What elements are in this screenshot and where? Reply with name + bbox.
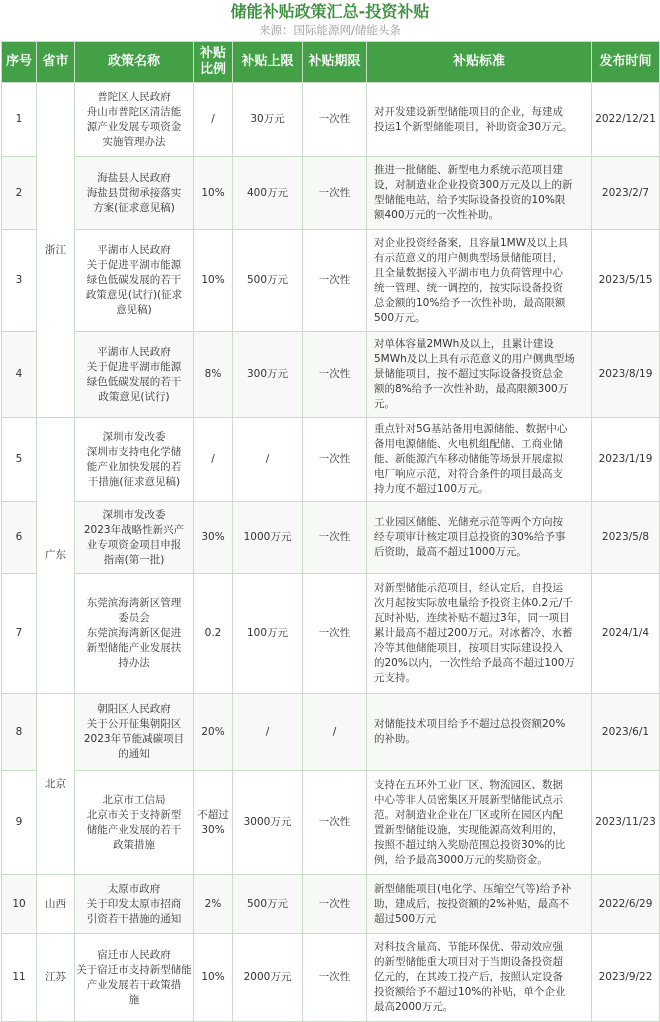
policy-line: 深圳市发改委	[102, 508, 166, 521]
standard-line: 推进一批储能、新型电力系统示范项目建	[374, 164, 563, 176]
cell-term: 一次性	[303, 332, 367, 418]
standard-line: 范。对制造业企业在厂区或所在园区内配	[374, 808, 563, 821]
cell-seq: 4	[2, 332, 37, 418]
standard-line: 累计最高不超过200万元。对冰蓄冷、水蓄	[374, 627, 573, 639]
source-note: 来源：国际能源网/储能头条	[259, 23, 401, 37]
policy-line: 平湖市人民政府	[97, 345, 171, 358]
cell-term: /	[303, 694, 367, 771]
standard-line: 中心等非人员密集区开展新型储能试点示	[374, 793, 563, 806]
cell-standard	[367, 694, 592, 771]
cell-policy	[75, 875, 194, 934]
cell-ratio	[194, 694, 233, 771]
cell-seq: 7	[2, 574, 37, 694]
col-header-ratio	[194, 42, 233, 83]
cell-province-shanxi: 山西	[37, 875, 75, 934]
standard-line: 元支持。	[374, 672, 416, 684]
cell-seq: 10	[2, 875, 37, 934]
cell-date: 2022/12/21	[592, 83, 660, 157]
table-row	[2, 771, 660, 875]
standard-line: 持力度不超过100万元。	[374, 483, 489, 495]
standard-line: 5MWh及以上具有示范意义的用户侧典型场	[374, 353, 575, 365]
col-header-ratio-line: 补贴	[199, 46, 226, 61]
cell-seq: 2	[2, 157, 37, 230]
standard-line: 能、新能源汽车移动储能等场景开展虚拟	[374, 453, 563, 465]
cell-date: 2023/1/19	[592, 418, 660, 502]
policy-line: 海盐县贯彻承接落实	[86, 186, 182, 199]
cell-standard	[367, 157, 592, 230]
cell-seq: 3	[2, 230, 37, 332]
cell-term: 一次性	[303, 418, 367, 502]
policy-line: 深圳市发改委	[102, 430, 166, 443]
policy-line: 关于公开征集朝阳区	[86, 718, 182, 730]
standard-line: 备用电源储能、火电机组配储、工商业储	[374, 438, 563, 450]
cell-term: 一次性	[303, 230, 367, 332]
cell-date: 2023/11/23	[592, 771, 660, 875]
policy-line: 新型储能产业发展扶	[86, 642, 182, 654]
standard-line: 额的8%给予一次性补助，最高限额300万	[374, 383, 569, 395]
cell-ratio	[194, 574, 233, 694]
standard-line: 工业园区储能、光储充示范等两个方向按	[374, 516, 563, 528]
cell-term: 一次性	[303, 83, 367, 157]
cell-ratio	[194, 83, 233, 157]
cell-seq: 6	[2, 502, 37, 574]
standard-line: 对单体容量2MWh及以上，且累计建设	[374, 338, 554, 350]
col-header-ratio-line: 比例	[199, 62, 226, 77]
standard-line: 后资助，最高不超过1000万元。	[374, 546, 527, 558]
policy-line: 意见稿)	[116, 304, 152, 316]
cell-standard	[367, 502, 592, 574]
cell-date: 2023/8/19	[592, 332, 660, 418]
table-row	[2, 934, 660, 1022]
policy-line: 源产业发展专项资金	[86, 120, 182, 133]
cell-ratio	[194, 230, 233, 332]
cell-cap: /	[233, 694, 303, 771]
policy-line: 干措施(征求意见稿)	[87, 475, 181, 488]
policy-line: 东莞滨海湾新区促进	[86, 627, 182, 639]
cell-term: 一次性	[303, 771, 367, 875]
table-row	[2, 694, 660, 771]
policy-line: 宿迁市人民政府	[97, 948, 171, 961]
ratio-line: /	[211, 113, 215, 125]
policy-line: 关于促进平湖市能源	[86, 259, 182, 271]
policy-line: 2023年节能减碳项目	[83, 733, 185, 745]
standard-line: 冷等其他储能项目，按项目实际建设投入	[374, 642, 563, 654]
policy-line: 平湖市人民政府	[97, 244, 171, 256]
ratio-line: /	[211, 453, 215, 465]
policy-line: 绿色低碳发展的若干	[86, 375, 182, 388]
table-row	[2, 83, 660, 157]
policy-line: 绿色低碳发展的若干	[86, 274, 182, 286]
ratio-line: 30%	[201, 823, 225, 836]
standard-line: 且全量数据接入平湖市电力负荷管理中心	[374, 266, 563, 279]
cell-date: 2023/6/1	[592, 694, 660, 771]
cell-ratio	[194, 934, 233, 1022]
cell-ratio	[194, 332, 233, 418]
cell-province-guangdong: 广东	[37, 418, 75, 694]
ratio-line: 20%	[201, 725, 225, 738]
policy-line: 北京市工信局	[102, 793, 166, 806]
cell-date: 2023/5/15	[592, 230, 660, 332]
table-row	[2, 157, 660, 230]
cell-standard	[367, 875, 592, 934]
cell-standard	[367, 574, 592, 694]
col-header-policy: 政策名称	[75, 42, 194, 83]
cell-policy	[75, 934, 194, 1022]
cell-term: 一次性	[303, 875, 367, 934]
cell-policy	[75, 332, 194, 418]
cell-province-jiangsu: 江苏	[37, 934, 75, 1022]
cell-date: 2022/6/29	[592, 875, 660, 934]
col-header-standard: 补贴标准	[367, 42, 592, 83]
table-row	[2, 332, 660, 418]
cell-date: 2023/5/8	[592, 502, 660, 574]
standard-line: 电厂响应示范，对符合条件的项目最高支	[374, 468, 563, 480]
cell-seq: 9	[2, 771, 37, 875]
policy-line: 海盐县人民政府	[97, 171, 171, 184]
policy-line: 持办法	[118, 657, 150, 669]
standard-line: 对储能技术项目给予不超过总投资额20%	[374, 718, 566, 730]
standard-line: 按照不超过纳入奖励范围总投资30%的比	[374, 838, 566, 851]
cell-cap: 500万元	[233, 230, 303, 332]
standard-line: 投资额给予不超过10%的补贴，单个企业	[374, 986, 566, 998]
standard-line: 对科技含量高、节能环保优、带动效应强	[374, 941, 563, 953]
cell-policy	[75, 157, 194, 230]
cell-cap: /	[233, 418, 303, 502]
ratio-line: 10%	[201, 186, 225, 199]
policy-line: 深圳市支持电化学储	[86, 445, 182, 458]
table-row	[2, 875, 660, 934]
policy-line: 施	[128, 993, 140, 1006]
cell-seq: 5	[2, 418, 37, 502]
ratio-line: 8%	[204, 368, 222, 380]
cell-date: 2023/2/7	[592, 157, 660, 230]
standard-line: 统一管理、统一调控的，按实际设备投资	[374, 281, 563, 294]
policy-line: 关于宿迁市支持新型储能	[76, 963, 192, 976]
standard-line: 新型储能项目(电化学、压缩空气等)给予补	[374, 882, 572, 895]
policy-line: 的通知	[118, 748, 150, 760]
table-row	[2, 502, 660, 574]
cell-term: 一次性	[303, 574, 367, 694]
standard-line: 对企业投资经备案，且容量1MW及以上具	[374, 236, 569, 249]
policy-line: 实施管理办法	[102, 135, 166, 148]
standard-line: 有示范意义的用户侧典型场景储能项目，	[374, 251, 563, 264]
cell-cap: 300万元	[233, 332, 303, 418]
cell-policy	[75, 771, 194, 875]
cell-seq: 11	[2, 934, 37, 1022]
cell-policy	[75, 502, 194, 574]
cell-term: 一次性	[303, 502, 367, 574]
standard-line: 经专项审计核定项目总投资的30%给予事	[374, 531, 566, 543]
table-row	[2, 230, 660, 332]
ratio-line: 2%	[204, 897, 222, 910]
cell-ratio	[194, 875, 233, 934]
policy-line: 2023年战略性新兴产	[83, 523, 185, 536]
cell-cap: 2000万元	[233, 934, 303, 1022]
standard-line: 次月起按实际放电量给予投资主体0.2元/千	[374, 597, 573, 609]
cell-policy	[75, 83, 194, 157]
policy-line: 能产业加快发展的若	[86, 460, 182, 473]
ratio-line: 10%	[201, 274, 225, 286]
standard-line: 最高2000万元。	[374, 1001, 454, 1013]
col-header-date: 发布时间	[592, 42, 660, 83]
col-header-term: 补贴期限	[303, 42, 367, 83]
policy-line: 产业发展若干政策措	[86, 978, 182, 991]
ratio-line: 10%	[201, 971, 225, 983]
cell-cap: 100万元	[233, 574, 303, 694]
standard-line: 投运1个新型储能项目，补助资金30万元。	[374, 120, 573, 133]
policy-table	[1, 41, 660, 1022]
cell-policy	[75, 694, 194, 771]
policy-line: 委员会	[118, 612, 150, 624]
cell-ratio	[194, 502, 233, 574]
standard-line: 支持在五环外工业厂区、物流园区、数据	[374, 778, 563, 791]
standard-line: 额400万元的一次性补助。	[374, 209, 500, 221]
cell-seq: 1	[2, 83, 37, 157]
policy-line: 引资若干措施的通知	[86, 912, 182, 925]
policy-line: 关于促进平湖市能源	[86, 360, 182, 373]
standard-line: 景储能项目，按不超过实际设备投资总金	[374, 368, 563, 380]
cell-term: 一次性	[303, 157, 367, 230]
cell-cap: 30万元	[233, 83, 303, 157]
standard-line: 设，对制造业企业投资300万元及以上的新	[374, 179, 573, 191]
standard-line: 对开发建设新型储能项目的企业，每建成	[374, 105, 563, 118]
ratio-line: 不超过	[197, 808, 229, 821]
policy-line: 普陀区人民政府	[97, 90, 171, 103]
col-header-province: 省市	[37, 42, 75, 83]
standard-line: 型储能电站，给予实际设备投资的10%限	[374, 194, 566, 206]
cell-cap: 400万元	[233, 157, 303, 230]
standard-line: 超过500万元	[374, 912, 437, 925]
cell-province-zhejiang: 浙江	[37, 83, 75, 418]
col-header-seq: 序号	[2, 42, 37, 83]
standard-line: 的补助。	[374, 733, 416, 745]
policy-line: 方案(征求意见稿)	[93, 201, 175, 214]
policy-line: 政策意见(试行)	[98, 390, 170, 403]
standard-line: 对新型储能示范项目，经认定后，自投运	[374, 582, 563, 594]
cell-standard	[367, 934, 592, 1022]
standard-line: 重点针对5G基站备用电源储能、数据中心	[374, 423, 568, 435]
cell-cap: 500万元	[233, 875, 303, 934]
standard-line: 的20%以内，一次性给予最高不超过100万	[374, 657, 575, 669]
cell-cap: 1000万元	[233, 502, 303, 574]
policy-line: 东莞滨海湾新区管理	[86, 597, 182, 609]
table-row	[2, 418, 660, 502]
policy-line: 政策措施	[113, 838, 155, 851]
cell-standard	[367, 83, 592, 157]
cell-standard	[367, 771, 592, 875]
standard-line: 总金额的10%给予一次性补助，最高限额	[374, 296, 566, 309]
standard-line: 瓦时补贴，连续补贴不超过3年，同一项目	[374, 612, 570, 624]
cell-policy	[75, 230, 194, 332]
policy-line: 业专项资金项目申报	[86, 538, 182, 551]
cell-ratio	[194, 418, 233, 502]
cell-policy	[75, 574, 194, 694]
cell-province-beijing: 北京	[37, 694, 75, 875]
cell-date: 2023/9/22	[592, 934, 660, 1022]
standard-line: 500万元。	[374, 311, 426, 324]
cell-seq: 8	[2, 694, 37, 771]
standard-line: 置新型储能设施，实现能源高效利用的，	[374, 823, 563, 836]
cell-term: 一次性	[303, 934, 367, 1022]
cell-standard	[367, 332, 592, 418]
policy-line: 北京市关于支持新型	[86, 808, 182, 821]
cell-ratio	[194, 771, 233, 875]
policy-line: 朝阳区人民政府	[97, 703, 171, 715]
cell-standard	[367, 230, 592, 332]
table-row	[2, 574, 660, 694]
policy-line: 太原市政府	[107, 882, 161, 895]
ratio-line: 0.2	[204, 627, 222, 639]
cell-policy	[75, 418, 194, 502]
cell-ratio	[194, 157, 233, 230]
policy-line: 指南(第一批)	[103, 553, 165, 566]
standard-line: 例，给予最高3000万元的奖励资金。	[374, 853, 548, 866]
policy-line: 政策意见(试行)(征求	[85, 289, 183, 301]
col-header-cap: 补贴上限	[233, 42, 303, 83]
standard-line: 元。	[374, 398, 395, 410]
standard-line: 助，建成后，按投资额的2%补贴，最高不	[374, 897, 570, 910]
cell-standard	[367, 418, 592, 502]
page-title: 储能补贴政策汇总-投资补贴	[230, 2, 430, 21]
ratio-line: 30%	[201, 531, 225, 543]
cell-date: 2024/1/4	[592, 574, 660, 694]
table-header-row	[2, 42, 660, 83]
policy-line: 储能产业发展的若干	[86, 823, 182, 836]
standard-line: 亿元的，在其竣工投产后，按照认定设备	[374, 971, 563, 983]
policy-line: 关于印发太原市招商	[86, 897, 182, 910]
cell-cap: 3000万元	[233, 771, 303, 875]
policy-line: 舟山市普陀区清洁能	[86, 105, 182, 118]
standard-line: 的新型储能重大项目对于当期设备投资超	[374, 956, 563, 968]
